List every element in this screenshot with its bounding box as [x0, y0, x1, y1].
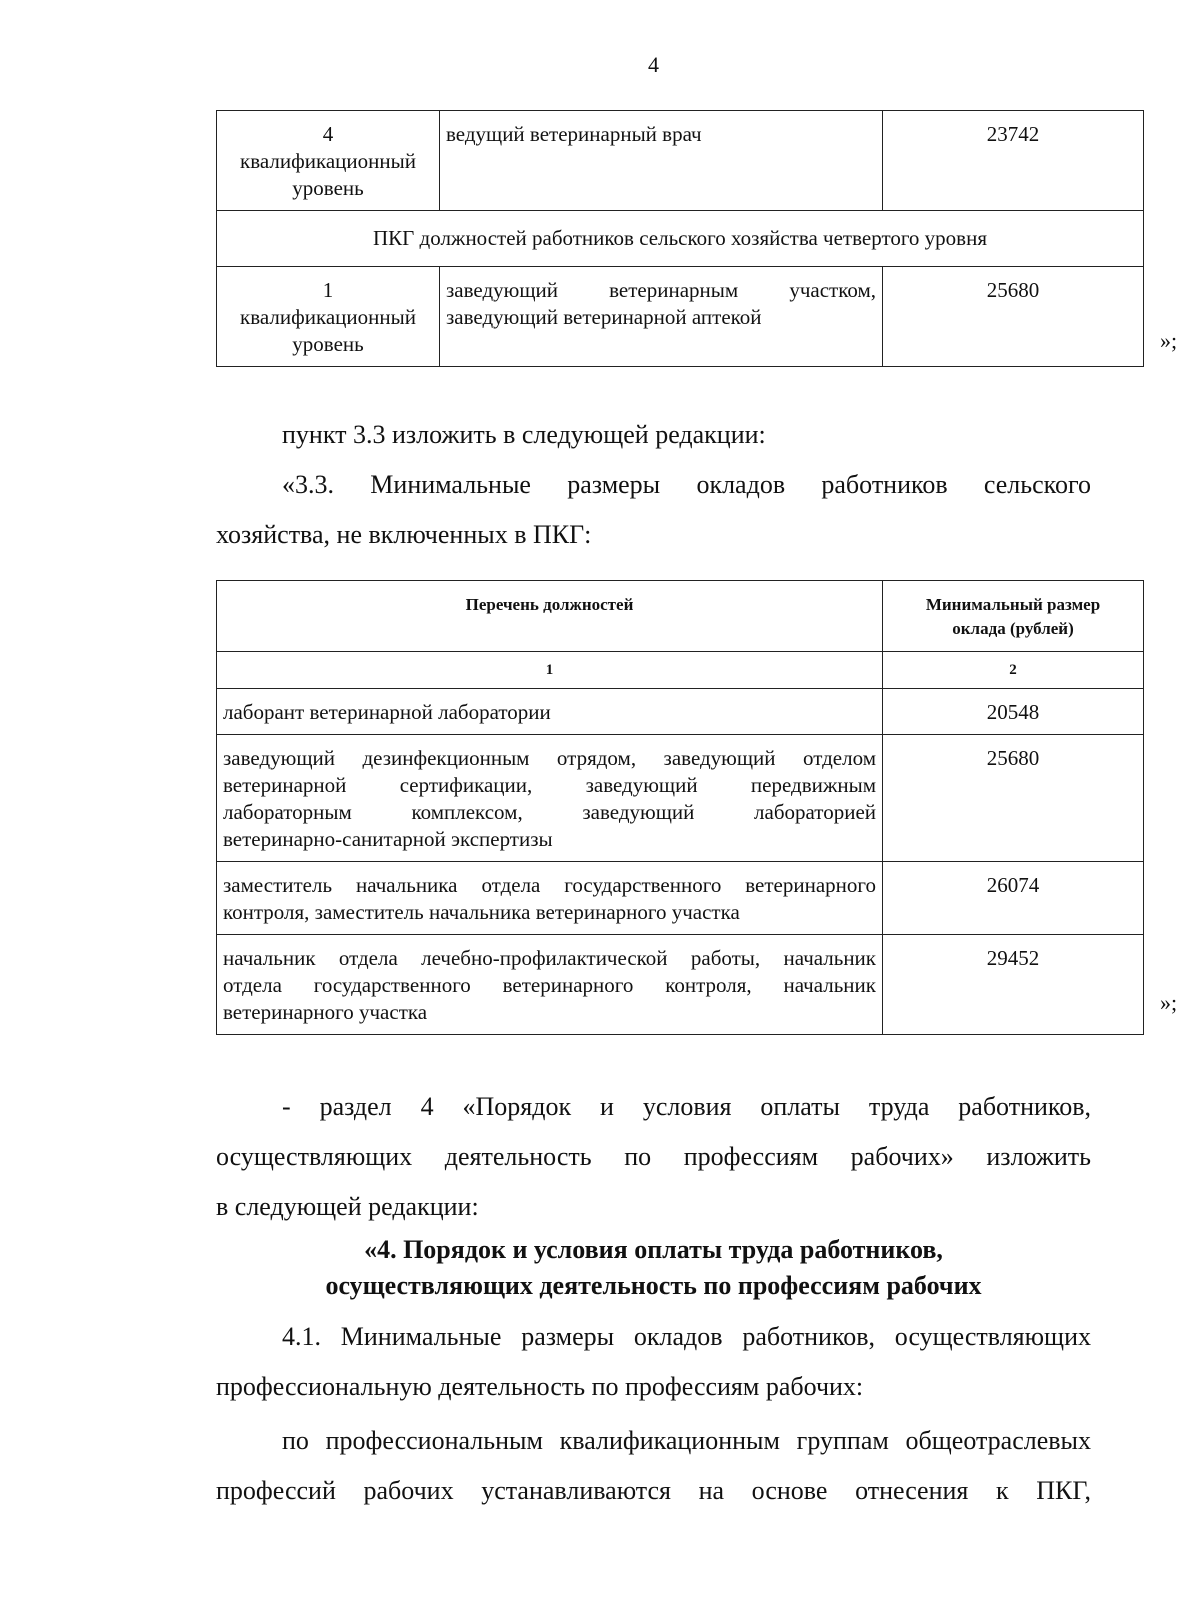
position-line: ветеринарно-санитарной экспертизы [223, 827, 553, 851]
salary-cell: 25680 [883, 735, 1144, 862]
position-line: заведующий ветеринарным участком, [446, 278, 876, 302]
paragraph-item-3-3: пункт 3.3 изложить в следующей редакции: [282, 420, 766, 449]
position-line: заведующий дезинфекционным отрядом, заведующий отделом [223, 746, 876, 770]
paragraph-line: осуществляющих деятельность по профессиям рабочих» изложить [216, 1142, 1091, 1171]
paragraph-line: в следующей редакции: [216, 1192, 479, 1221]
position-line: отдела государственного ветеринарного контроля, начальник [223, 973, 876, 997]
closing-quote: »; [1160, 328, 1178, 353]
salary-table-continuation [216, 110, 1144, 367]
heading-line: «4. Порядок и условия оплаты труда работников, [364, 1235, 943, 1264]
position-line: лаборант ветеринарной лаборатории [223, 700, 551, 724]
column-header-salary [883, 581, 1144, 652]
salary-cell: 20548 [883, 689, 1144, 735]
table-row [217, 862, 1144, 935]
paragraph-line: профессий рабочих устанавливаются на основе отнесения к ПКГ, [216, 1476, 1091, 1505]
position-line: ветеринарного участка [223, 1000, 428, 1024]
salary-cell: 25680 [883, 267, 1144, 367]
level-label: уровень [292, 332, 364, 356]
paragraph-3-3-text [216, 460, 1091, 560]
position-line: заместитель начальника отдела государственного ветеринарного [223, 873, 876, 897]
column-number: 1 [217, 652, 883, 689]
table-row [217, 211, 1144, 267]
paragraph-line: - раздел 4 «Порядок и условия оплаты труда работников, [282, 1092, 1091, 1121]
level-label: уровень [292, 176, 364, 200]
position-cell [217, 935, 883, 1035]
group-header-cell: ПКГ должностей работников сельского хозяйства четвертого уровня [217, 211, 1144, 267]
qualification-level-cell [217, 267, 440, 367]
position-line: лабораторным комплексом, заведующий лабораторией [223, 800, 876, 824]
paragraph-line: по профессиональным квалификационным группам общеотраслевых [282, 1426, 1091, 1455]
table-row [217, 267, 1144, 367]
column-number-row [217, 652, 1144, 689]
paragraph-section-4 [216, 1082, 1091, 1232]
level-label: квалификационный [240, 149, 416, 173]
paragraph-line: 4.1. Минимальные размеры окладов работников, осуществляющих [282, 1322, 1091, 1351]
table-row [217, 935, 1144, 1035]
salary-table-not-in-pkg [216, 580, 1144, 1035]
column-header-positions: Перечень должностей [217, 581, 883, 652]
closing-quote: »; [1160, 990, 1178, 1015]
position-cell [217, 862, 883, 935]
salary-cell: 26074 [883, 862, 1144, 935]
column-number: 2 [883, 652, 1144, 689]
position-line: ветеринарной сертификации, заведующий передвижным [223, 773, 876, 797]
position-cell: ведущий ветеринарный врач [440, 111, 883, 211]
qualification-level-cell [217, 111, 440, 211]
position-cell [440, 267, 883, 367]
level-number: 4 [322, 122, 334, 146]
position-cell [217, 689, 883, 735]
table-row [217, 689, 1144, 735]
position-line: заведующий ветеринарной аптекой [446, 305, 762, 329]
paragraph-4-1 [216, 1312, 1091, 1412]
page-number: 4 [648, 52, 659, 77]
table-header-row [217, 581, 1144, 652]
level-number: 1 [322, 278, 334, 302]
paragraph-line: хозяйства, не включенных в ПКГ: [216, 520, 592, 549]
section-heading [216, 1232, 1091, 1304]
paragraph-professional-groups [216, 1416, 1091, 1516]
header-line: оклада (рублей) [952, 619, 1074, 638]
paragraph-line: «3.3. Минимальные размеры окладов работников сельского [282, 470, 1091, 499]
salary-cell: 29452 [883, 935, 1144, 1035]
paragraph-line: профессиональную деятельность по профессиям рабочих: [216, 1372, 864, 1401]
level-label: квалификационный [240, 305, 416, 329]
position-line: начальник отдела лечебно-профилактической работы, начальник [223, 946, 876, 970]
table-row [217, 735, 1144, 862]
position-cell [217, 735, 883, 862]
table-row [217, 111, 1144, 211]
header-line: Минимальный размер [925, 595, 1101, 614]
heading-line: осуществляющих деятельность по профессиям рабочих [325, 1271, 982, 1300]
salary-cell: 23742 [883, 111, 1144, 211]
position-line: контроля, заместитель начальника ветеринарного участка [223, 900, 740, 924]
